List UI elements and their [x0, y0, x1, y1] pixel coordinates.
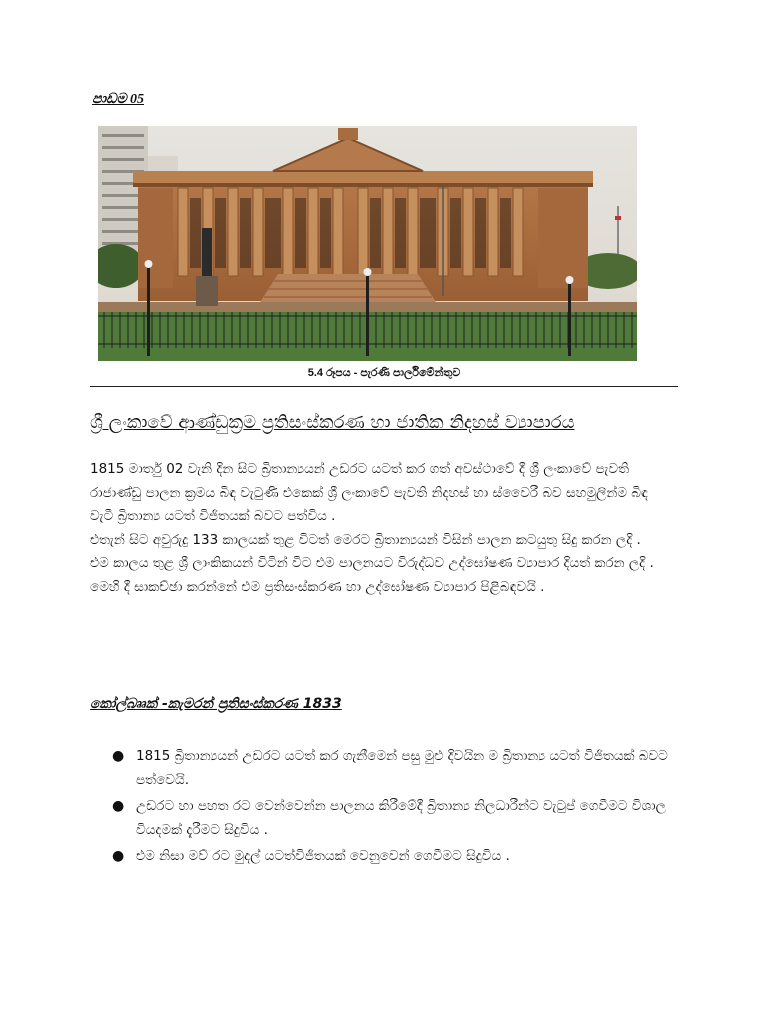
intro-paragraph: එතැන් සිට අවුරුදු 133 කාලයක් තුළ විටත් මෙරට බ්‍රිතාන්‍යයන් විසින් පාලන කටයුතු සිදු කරන ලදි .: [90, 531, 641, 548]
lesson-label: පාඩම 05: [92, 92, 145, 107]
figure-caption: 5.4 රූපය - පැරණි පාර්ලිමේන්තුව: [90, 362, 678, 387]
intro-paragraph: 1815 මාර්තු 02 වැනි දින සිට බ්‍රිතාන්‍යයන් උඩරට යටත් කර ගත් අවස්ථාවේ දී ශ්‍රී ලංකාවේ පැවති රාජාණ්ඩු පාලන ක්‍රමය බිඳ වැටුණි එකෙක් ශ්‍රී ලංකාවේ පැවති නිදහස් හා ස්වෛරී බව සහමුලින්ම බිඳ වැටී බ්‍රිතාන්‍ය යටත් විජිතයක් බවට පත්විය .: [90, 461, 648, 524]
list-item-text: 1815 බ්‍රිතාන්‍යයන් උඩරට යටත් කර ගැනීමෙන් පසු මුළු දිවයින ම බ්‍රිතාන්‍ය යටත් විජිතයක් බවට පත්වෙයි.: [136, 748, 668, 788]
list-item: [112, 794, 677, 842]
intro-text: [90, 458, 675, 599]
sub-heading: කෝල්බෲක් -කැමරන් ප්‍රතිසංස්කරණ 1833: [90, 696, 342, 712]
bullet-icon: ●: [112, 748, 125, 764]
old-parliament-building-image: [98, 126, 637, 361]
list-item-text: උඩරට හා පහත රට වෙන්වෙන්න පාලනය කිරීමේදී බ්‍රිතාන්‍ය නිලධාරීන්ට වැටුප් ගෙවීමට විශාල වියදමක් දැරීමට සිදුවිය .: [136, 798, 666, 838]
bullet-icon: ●: [112, 798, 125, 814]
intro-paragraph: මෙහි දී සාකච්ඡා කරන්නේ එම ප්‍රතිසංස්කරණ හා උද්ඝෝෂණ ව්‍යාපාර පිළිබඳවයි .: [90, 578, 545, 595]
parliament-photo: [98, 126, 637, 361]
section-heading: ශ්‍රී ලංකාවේ ආණ්ඩුක්‍රම ප්‍රතිසංස්කරණ හා ජාතික නිදහස් ව්‍යාපාරය: [90, 412, 575, 433]
bullet-icon: ●: [112, 848, 125, 864]
intro-paragraph: එම කාලය තුළ ශ්‍රී ලාංකිකයන් විටින් විට එම පාලනයට විරුද්ධව උද්ඝෝෂණ ව්‍යාපාර දියත් කරන ලදි .: [90, 555, 654, 571]
list-item-text: එම නිසා මව් රට මුදල් යටත්විජිතයක් වෙනුවෙන් ගෙවීමට සිදුවිය .: [136, 848, 510, 864]
list-item: [112, 744, 677, 792]
bullet-list: [112, 744, 677, 870]
list-item: [112, 844, 677, 868]
